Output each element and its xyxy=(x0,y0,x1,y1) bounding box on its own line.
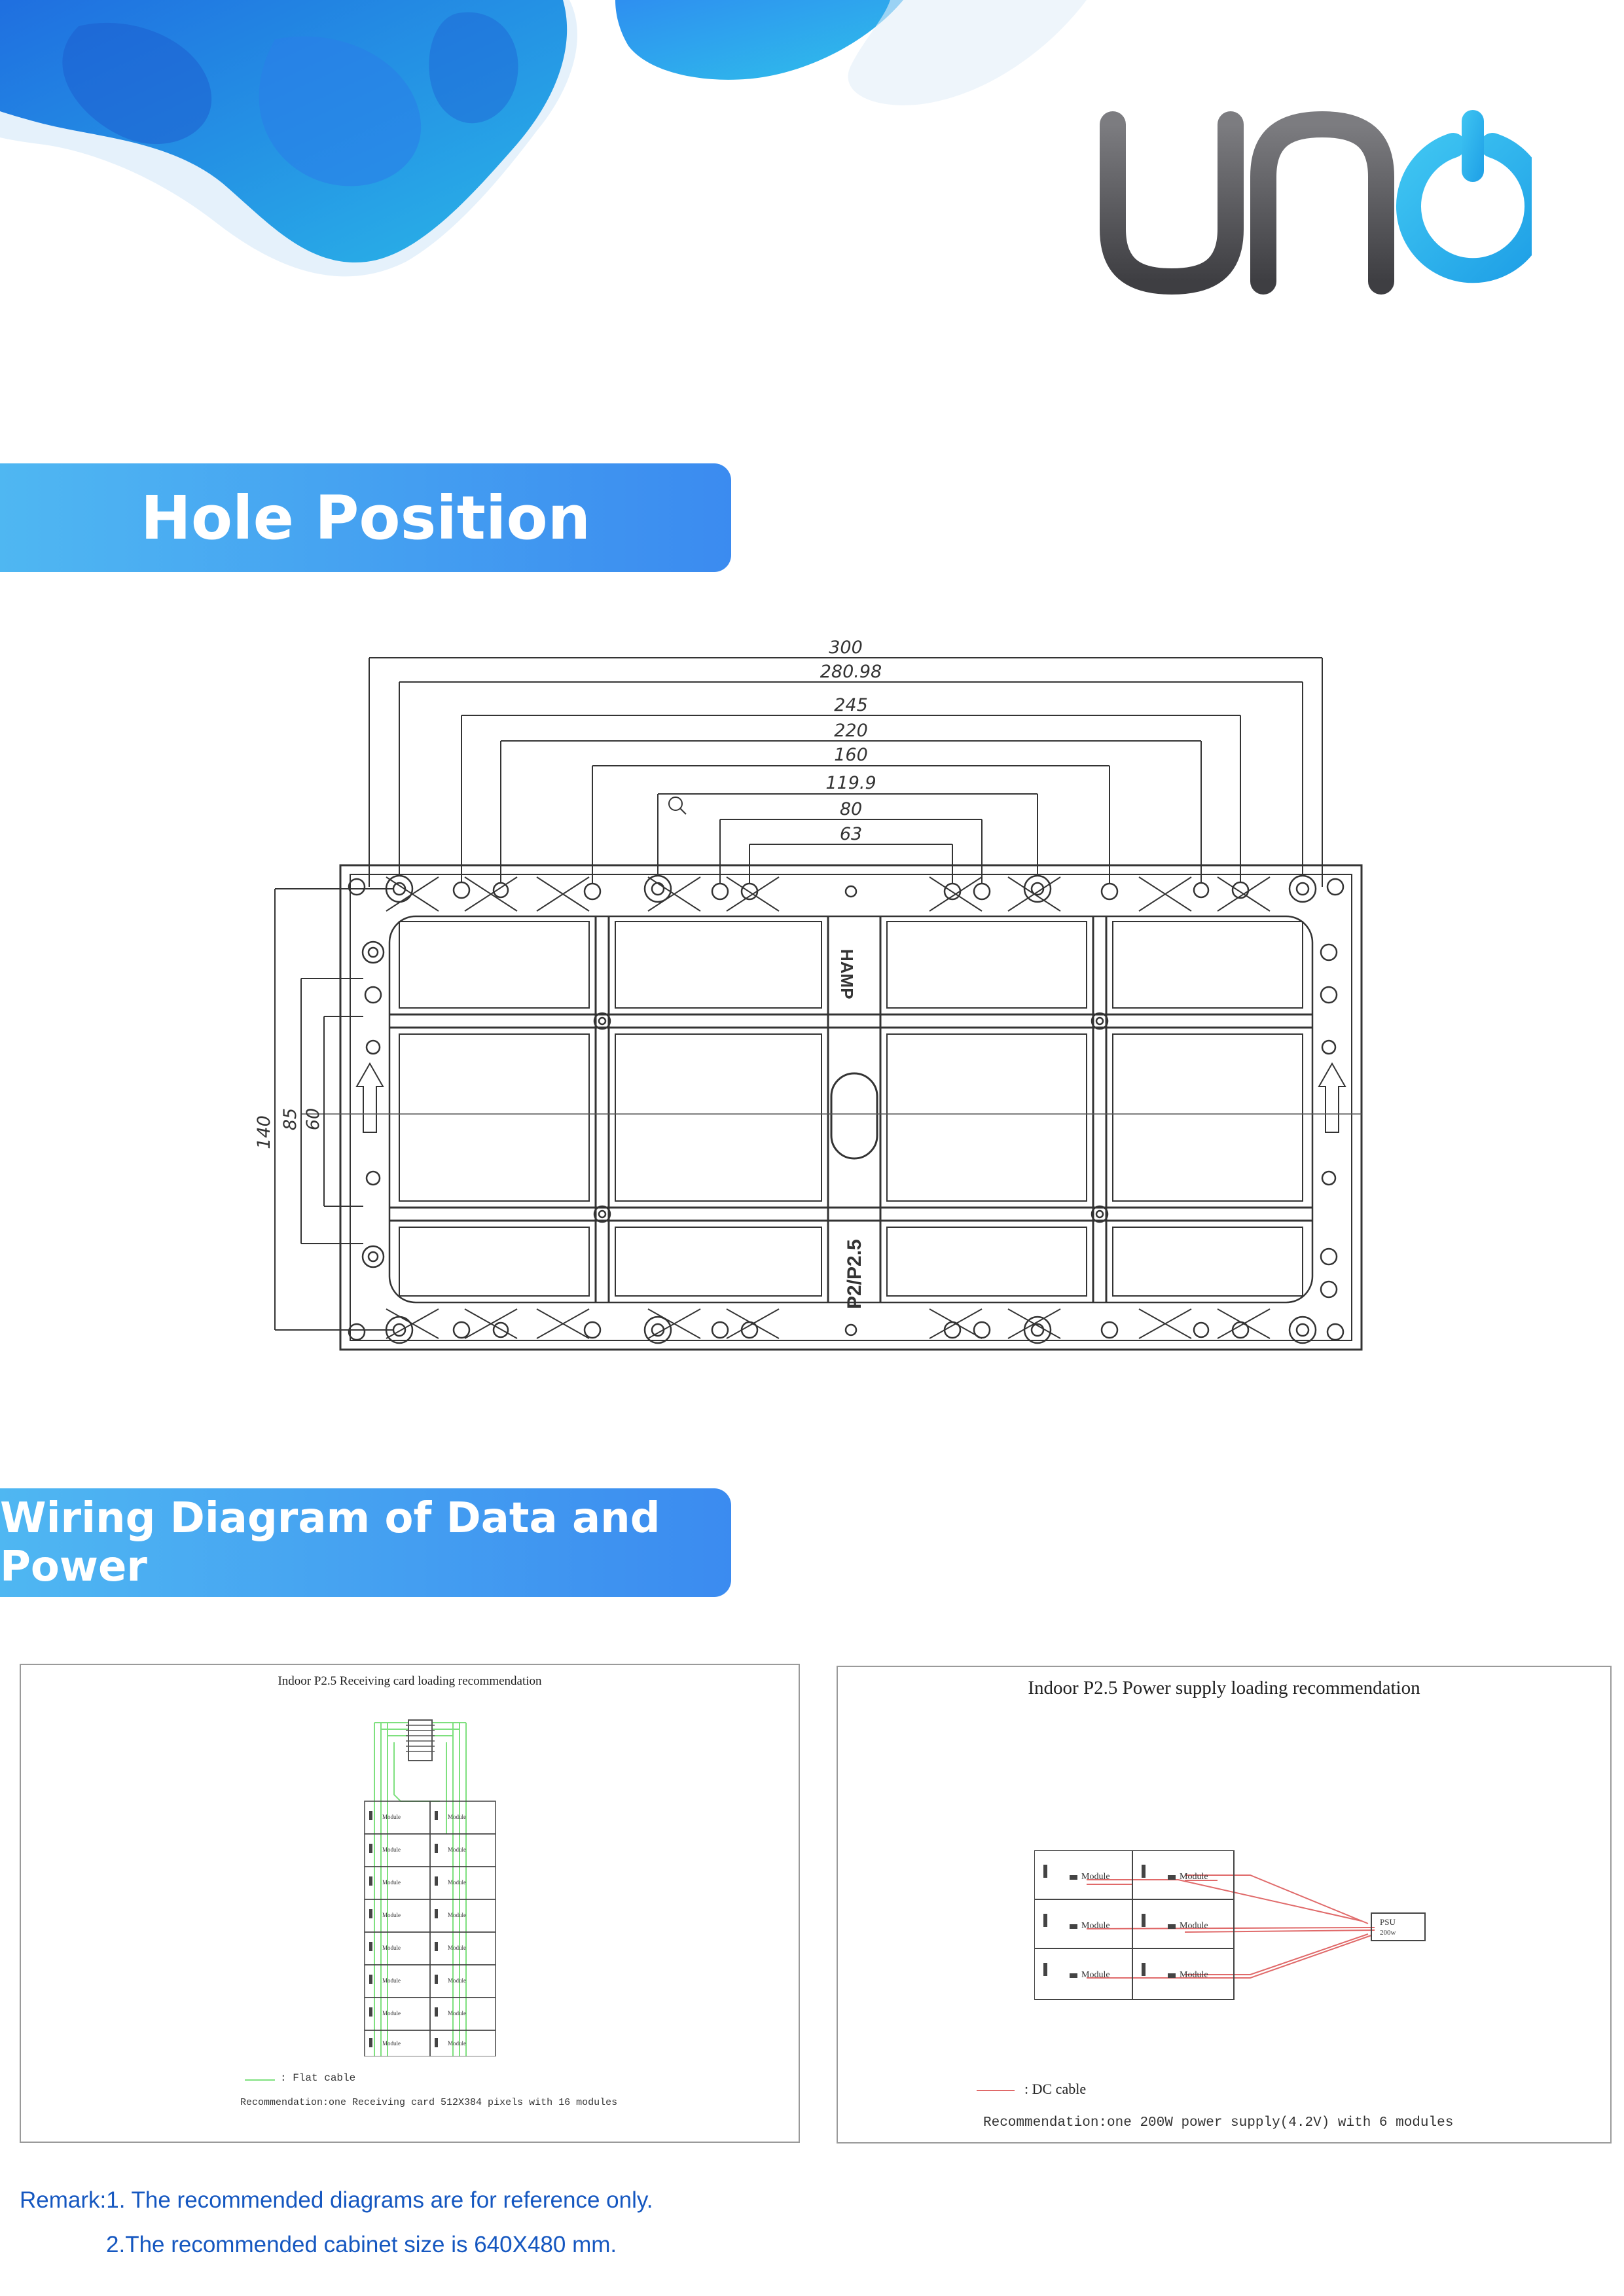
section-title: Wiring Diagram of Data and Power xyxy=(0,1494,660,1591)
psu-label: PSU xyxy=(1380,1917,1396,1927)
module-label: Module xyxy=(382,1977,401,1984)
receiving-recommendation: Recommendation:one Receiving card 512X384 pixels with 16 modules xyxy=(240,2097,618,2108)
module-label: Module xyxy=(1081,1970,1110,1980)
module-label: Module xyxy=(448,2010,466,2017)
remark-line-2: 2.The recommended cabinet size is 640X480 mm. xyxy=(106,2232,617,2257)
module-label: Module xyxy=(1180,1872,1208,1882)
section-title: Hole Position xyxy=(140,482,591,553)
dimension-label: 160 xyxy=(834,745,868,765)
dimension-label: 119.9 xyxy=(825,773,876,793)
dimension-label: 60 xyxy=(303,1107,323,1131)
psu-watt: 200w xyxy=(1380,1929,1396,1937)
magnifier-icon xyxy=(669,797,686,814)
dimension-label: 245 xyxy=(834,695,868,715)
dimension-label: 280.98 xyxy=(820,662,882,682)
uno-logo xyxy=(1100,105,1532,295)
dimension-label: 300 xyxy=(829,637,863,658)
section-banner-hole-position xyxy=(0,463,731,572)
module-label: Module xyxy=(448,1814,466,1820)
module-label: Module xyxy=(1180,1970,1208,1980)
power-recommendation: Recommendation:one 200W power supply(4.2V) with 6 modules xyxy=(983,2115,1454,2130)
module-label: Module xyxy=(1081,1872,1110,1882)
dimension-label: 80 xyxy=(839,799,863,819)
module-label: Module xyxy=(448,1945,466,1951)
dc-cable-legend: : DC cable xyxy=(1024,2081,1087,2097)
module-label: Module xyxy=(448,1977,466,1984)
dc-cable-legend-line xyxy=(977,2090,1015,2091)
module-label: Module xyxy=(448,1846,466,1853)
model-label-bottom: P2/P2.5 xyxy=(844,1239,865,1309)
module-label: Module xyxy=(1081,1921,1110,1931)
dimension-label: 63 xyxy=(839,824,863,844)
dimension-label: 220 xyxy=(834,721,868,741)
power-supply-wiring-diagram xyxy=(1034,1850,1453,2020)
remark-line-1: Remark:1. The recommended diagrams are for reference only. xyxy=(20,2187,653,2213)
flat-cable-legend: : Flat cable xyxy=(280,2072,356,2084)
receiving-card-wiring-diagram xyxy=(335,1716,505,2056)
panel-title: Indoor P2.5 Receiving card loading recommendation xyxy=(278,1674,542,1688)
dimension-label: 140 xyxy=(254,1115,274,1149)
module-label: Module xyxy=(382,2040,401,2047)
power-supply-panel xyxy=(837,1666,1612,2144)
module-label: Module xyxy=(382,1814,401,1820)
module-label: Module xyxy=(382,2010,401,2017)
module-label: Module xyxy=(448,1912,466,1918)
module-label: Module xyxy=(448,1879,466,1886)
module-label: Module xyxy=(448,2040,466,2047)
section-banner-wiring xyxy=(0,1488,731,1597)
module-label: Module xyxy=(382,1945,401,1951)
module-label: Module xyxy=(382,1912,401,1918)
decorative-blobs xyxy=(0,0,1113,340)
panel-title: Indoor P2.5 Power supply loading recommendation xyxy=(1028,1677,1420,1698)
flat-cable-legend-line xyxy=(245,2079,275,2081)
dimension-label: 85 xyxy=(280,1107,300,1131)
module-label: Module xyxy=(1180,1921,1208,1931)
receiving-card-panel xyxy=(20,1664,800,2143)
model-label-top: HAMP xyxy=(837,949,857,999)
module-label: Module xyxy=(382,1879,401,1886)
hole-position-drawing xyxy=(249,628,1375,1388)
module-label: Module xyxy=(382,1846,401,1853)
